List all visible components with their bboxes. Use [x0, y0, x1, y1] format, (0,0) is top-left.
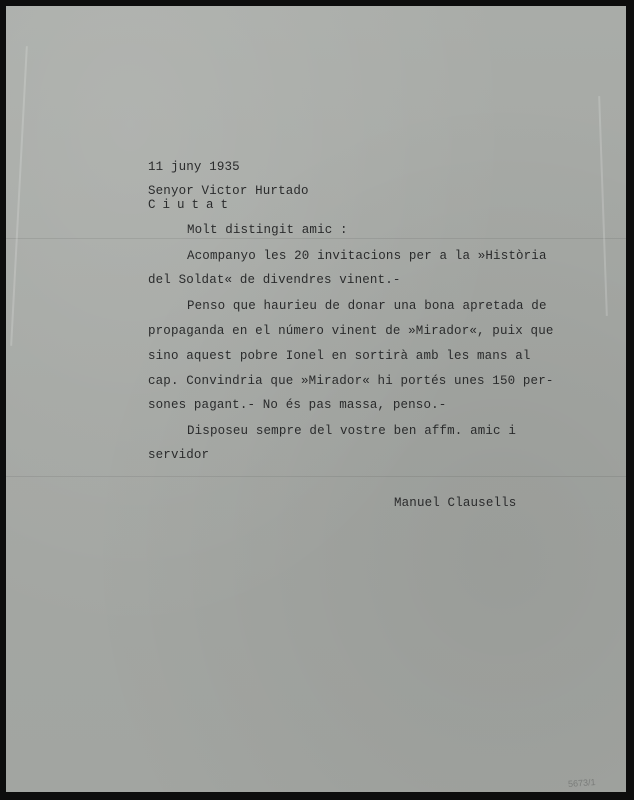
letter-date: 11 juny 1935 [148, 160, 240, 174]
body-line: Disposeu sempre del vostre ben affm. amic i [187, 424, 517, 438]
body-line: propaganda en el número vinent de »Mirador«, puix que [148, 324, 554, 338]
paper-crease [10, 46, 28, 346]
archive-mark: 5673/1 [567, 777, 596, 789]
body-line: Acompanyo les 20 invitacions per a la »Història [187, 249, 547, 263]
body-line: del Soldat« de divendres vinent.- [148, 273, 401, 287]
body-line: servidor [148, 448, 210, 462]
letter-sheet [6, 6, 626, 792]
body-line: sino aquest pobre Ionel en sortirà amb les mans al [148, 349, 531, 363]
body-line: Penso que haurieu de donar una bona apretada de [187, 299, 547, 313]
body-line: sones pagant.- No és pas massa, penso.- [148, 398, 447, 412]
signature: Manuel Clausells [394, 496, 517, 510]
paper-fold [6, 476, 626, 477]
paper-crease [598, 96, 608, 316]
paper-fold [6, 238, 626, 239]
salutation: Molt distingit amic : [187, 223, 348, 237]
recipient-name: Senyor Victor Hurtado [148, 184, 309, 198]
body-line: cap. Convindria que »Mirador« hi portés unes 150 per- [148, 374, 554, 388]
recipient-city: Ciutat [148, 198, 236, 212]
